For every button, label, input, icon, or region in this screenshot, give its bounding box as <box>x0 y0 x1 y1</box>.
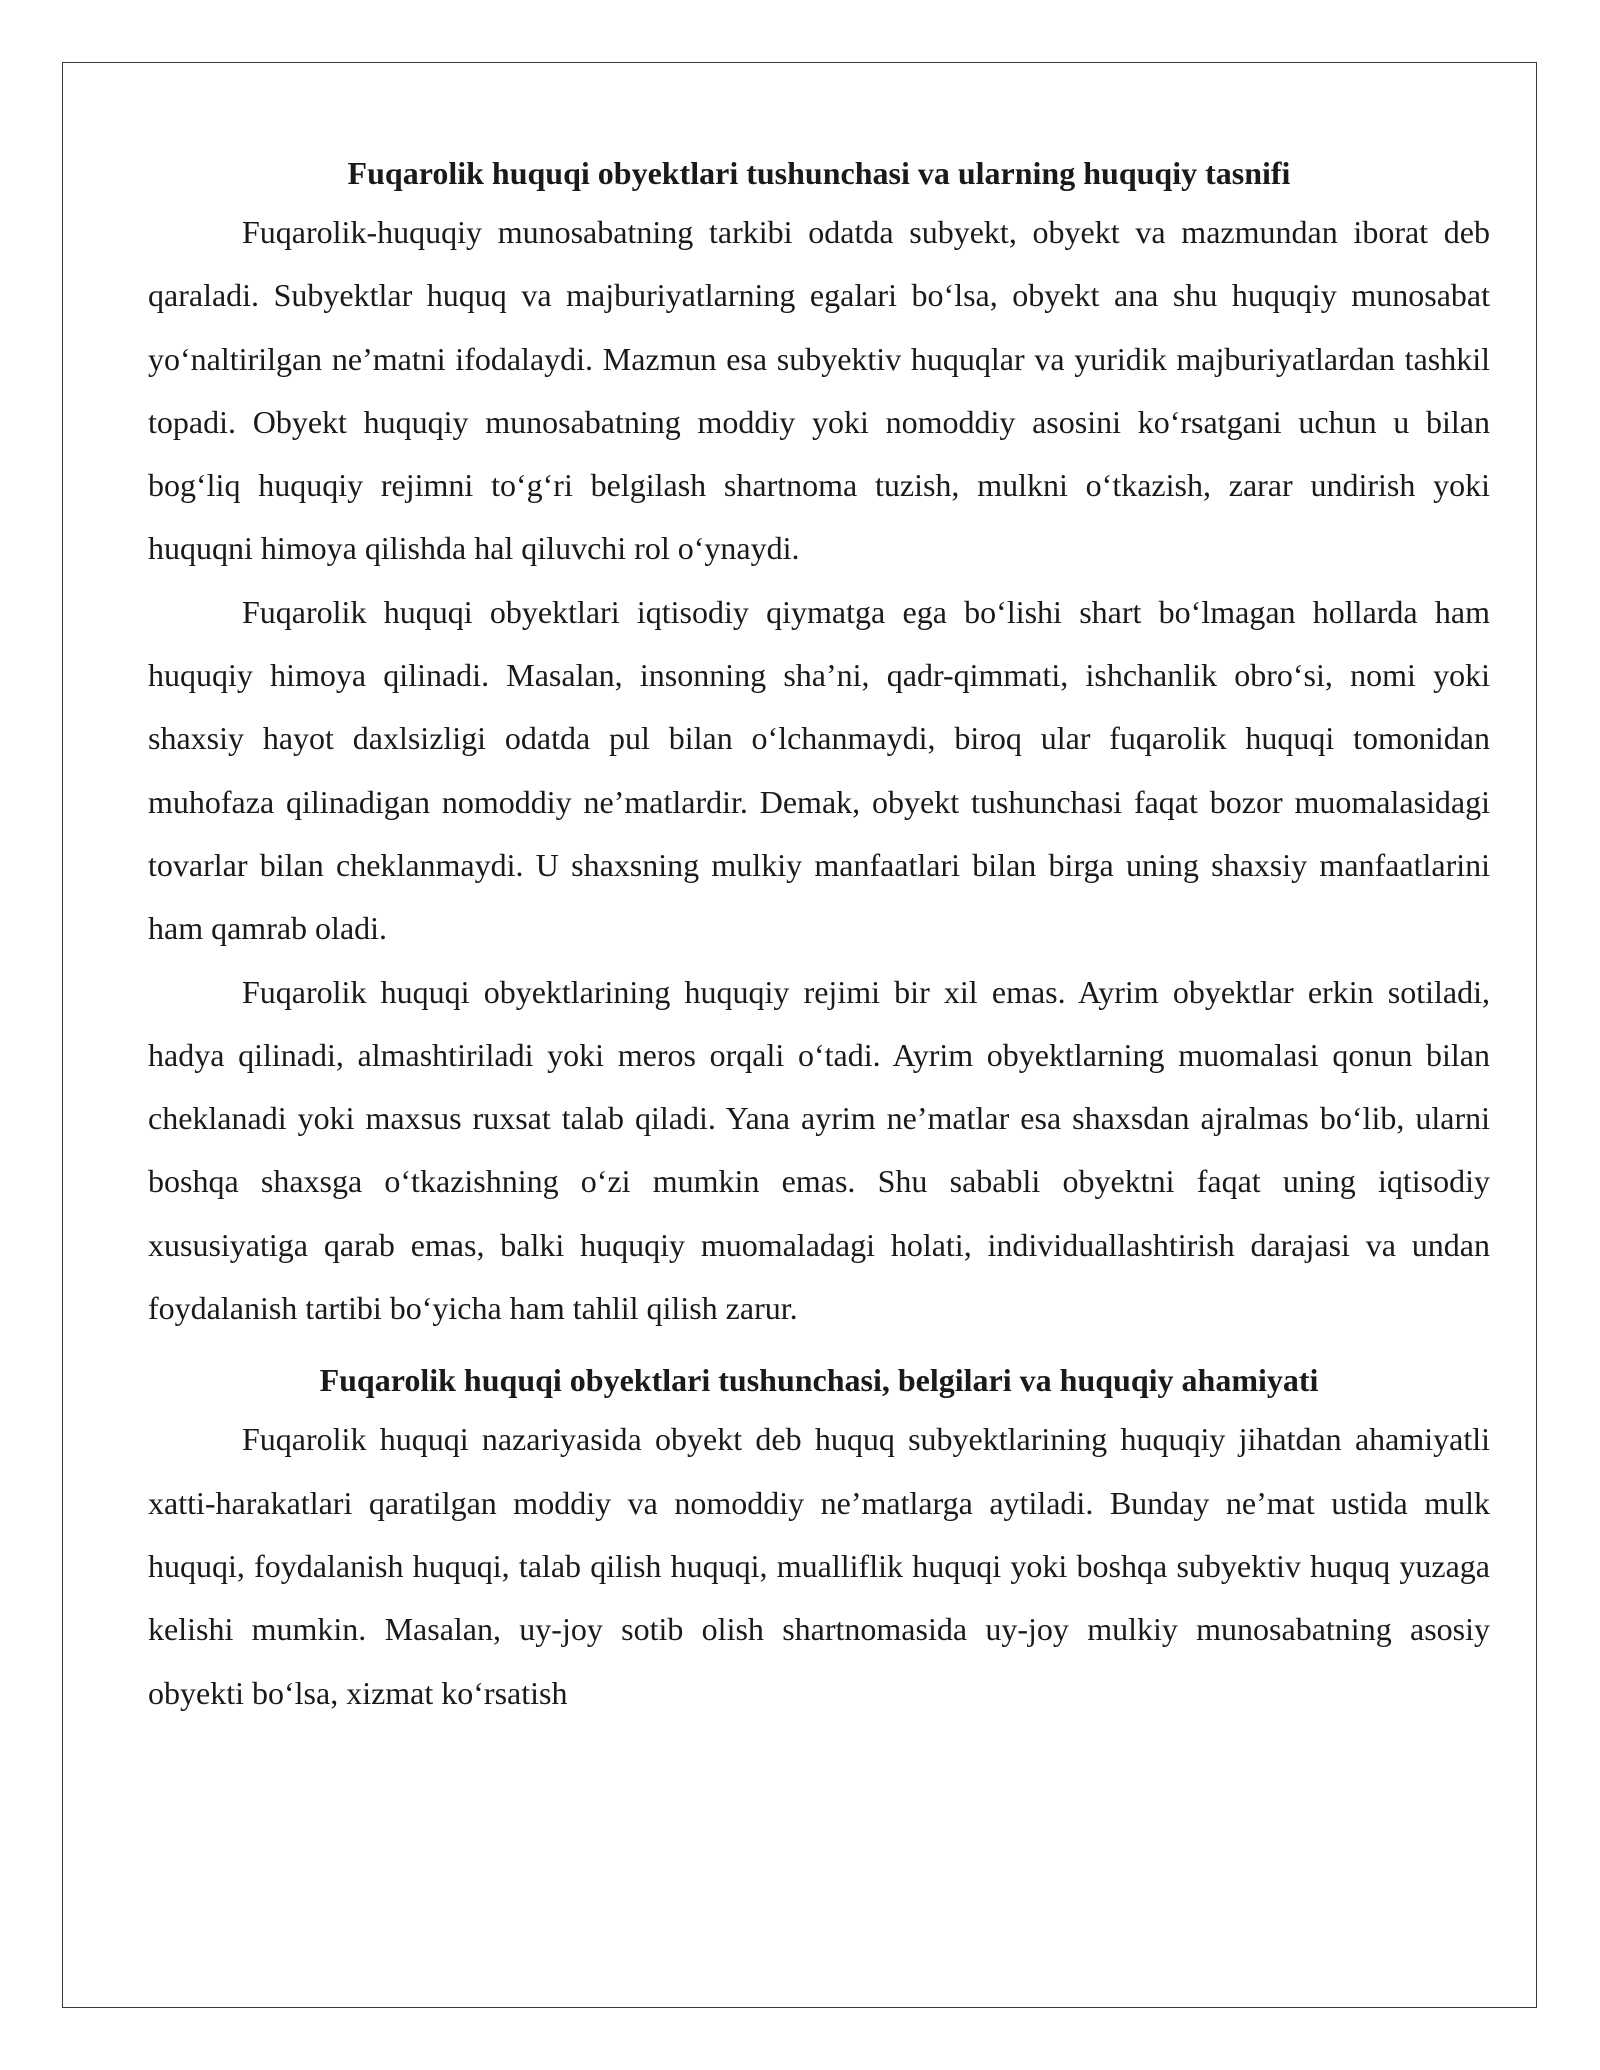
paragraph: Fuqarolik huquqi obyektlarining huquqiy rejimi bir xil emas. Ayrim obyektlar erkin sotiladi, hadya qilinadi, almashtiriladi yoki meros orqali oʻtadi. Ayrim obyektlarning muomalasi qonun bilan cheklanadi yoki maxsus ruxsat talab qiladi. Yana ayrim neʼmatlar esa shaxsdan ajralmas boʻlib, ularni boshqa shaxsga oʻtkazishning oʻzi mumkin emas. Shu sababli obyektni faqat uning iqtisodiy xususiyatiga qarab emas, balki huquqiy muomaladagi holati, individuallashtirish darajasi va undan foydalanish tartibi boʻyicha ham tahlil qilish zarur. <box>148 973 1490 1327</box>
paragraph: Fuqarolik huquqi nazariyasida obyekt deb huquq subyektlarining huquqiy jihatdan ahamiyatli xatti-harakatlari qaratilgan moddiy va nomoddiy neʼmatlarga aytiladi. Bunday neʼmat ustida mulk huquqi, foydalanish huquqi, talab qilish huquqi, mualliflik huquqi yoki boshqa subyektiv huquq yuzaga kelishi mumkin. Masalan, uy-joy sotib olish shartnomasida uy-joy mulkiy munosabatning asosiy obyekti boʻlsa, xizmat koʻrsatish <box>148 1421 1490 1711</box>
paragraph: Fuqarolik huquqi obyektlari iqtisodiy qiymatga ega boʻlishi shart boʻlmagan hollarda ham huquqiy himoya qilinadi. Masalan, insonning shaʼni, qadr-qimmati, ishchanlik obroʻsi, nomi yoki shaxsiy hayot daxlsizligi odatda pul bilan oʻlchanmaydi, biroq ular fuqarolik huquqi tomonidan muhofaza qilinadigan nomoddiy neʼmatlardir. Demak, obyekt tushunchasi faqat bozor muomalasidagi tovarlar bilan cheklanmaydi. U shaxsning mulkiy manfaatlari bilan birga uning shaxsiy manfaatlarini ham qamrab oladi. <box>148 593 1490 947</box>
section-gap <box>148 1340 1490 1352</box>
document-body <box>148 145 1490 1725</box>
section-heading: Fuqarolik huquqi obyektlari tushunchasi, belgilari va huquqiy ahamiyati <box>319 1362 1319 1399</box>
section-heading: Fuqarolik huquqi obyektlari tushunchasi va ularning huquqiy tasnifi <box>347 155 1291 191</box>
paragraph: Fuqarolik-huquqiy munosabatning tarkibi odatda subyekt, obyekt va mazmundan iborat deb qaraladi. Subyektlar huquq va majburiyatlarning egalari boʻlsa, obyekt ana shu huquqiy munosabat yoʻnaltirilgan neʼmatni ifodalaydi. Mazmun esa subyektiv huquqlar va yuridik majburiyatlardan tashkil topadi. Obyekt huquqiy munosabatning moddiy yoki nomoddiy asosini koʻrsatgani uchun u bilan bogʻliq huquqiy rejimni toʻgʻri belgilash shartnoma tuzish, mulkni oʻtkazish, zarar undirish yoki huquqni himoya qilishda hal qiluvchi rol oʻynaydi. <box>148 214 1490 567</box>
